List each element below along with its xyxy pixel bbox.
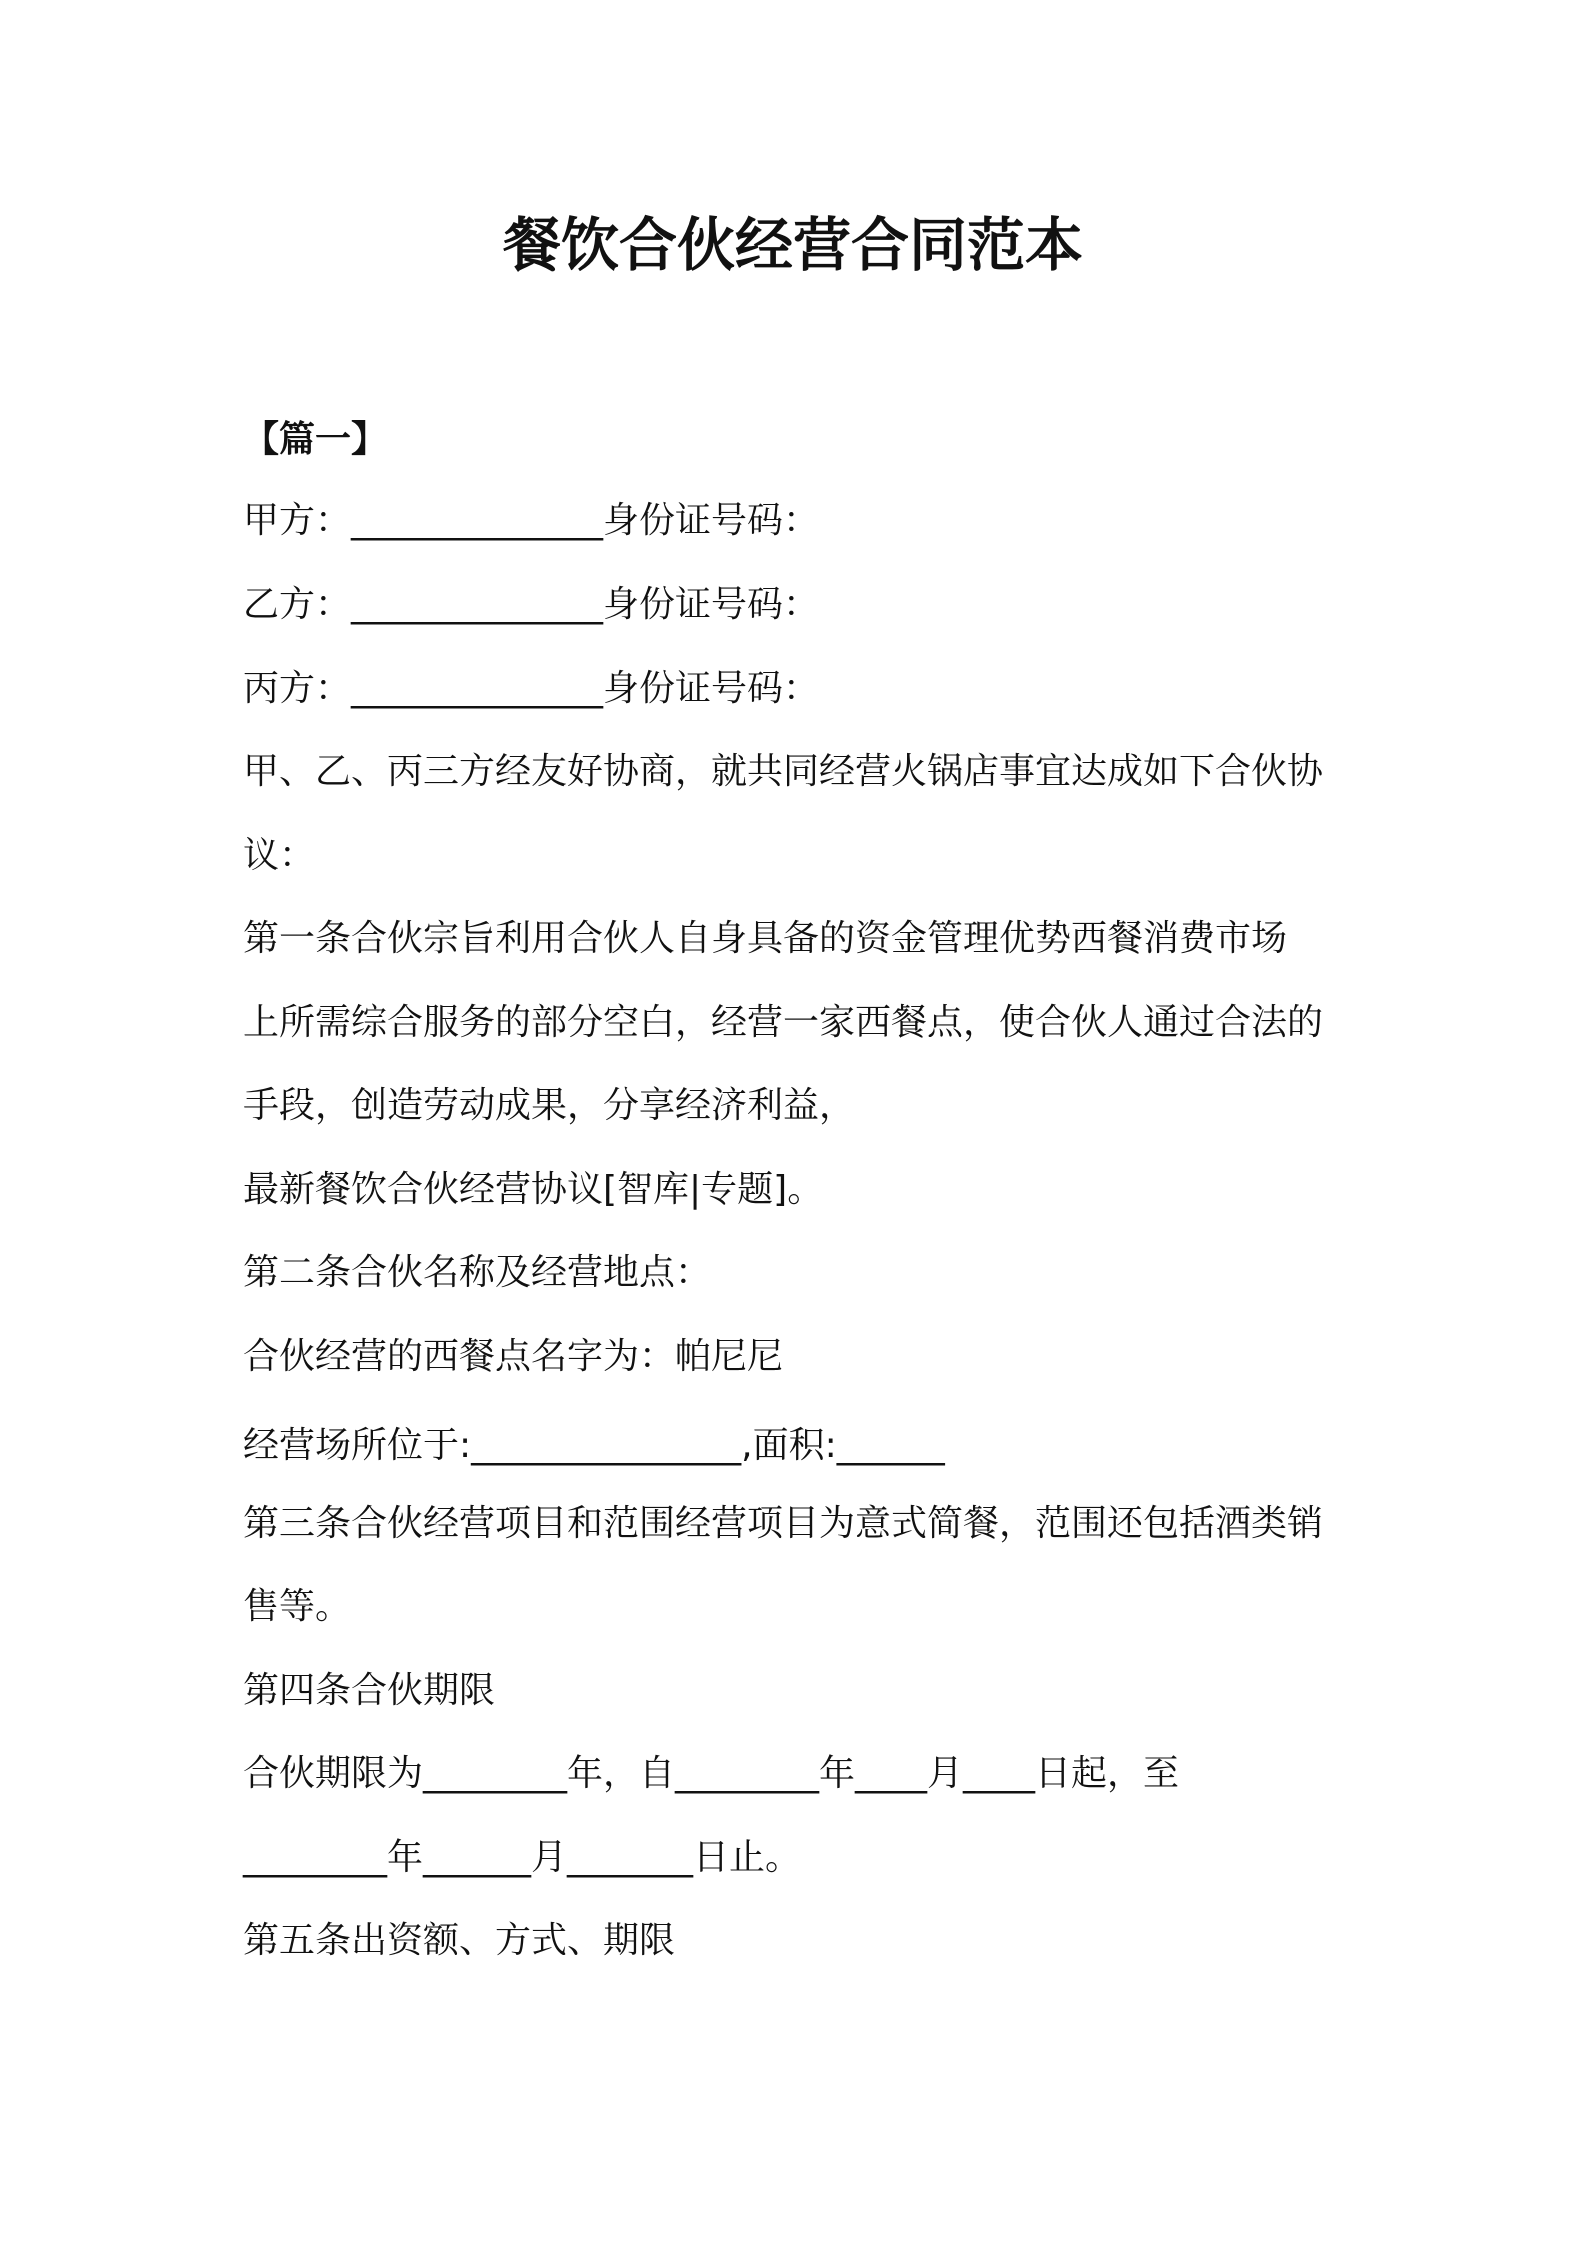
party-b-line: 乙方：______________身份证号码： — [243, 584, 820, 625]
party-c-line: 丙方：______________身份证号码： — [243, 668, 820, 709]
paragraph-line: 手段，创造劳动成果，分享经济利益， — [243, 1085, 856, 1126]
paragraph-line: 最新餐饮合伙经营协议[智库|专题]。 — [243, 1169, 824, 1210]
section-label: 【篇一】 — [243, 419, 388, 460]
paragraph-line: 合伙经营的西餐点名字为：帕尼尼 — [243, 1336, 784, 1377]
article-3-line: 第三条合伙经营项目和范围经营项目为意式简餐，范围还包括酒类销 — [243, 1503, 1324, 1544]
paragraph-line: ________年______月_______日止。 — [243, 1837, 802, 1878]
article-2-line: 第二条合伙名称及经营地点： — [243, 1252, 712, 1293]
paragraph-line: 合伙期限为________年，自________年____月____日起，至 — [243, 1753, 1180, 1794]
article-4-line: 第四条合伙期限 — [243, 1670, 496, 1711]
paragraph-line: 议： — [243, 835, 316, 876]
article-5-line: 第五条出资额、方式、期限 — [243, 1920, 676, 1961]
document-title: 餐饮合伙经营合同范本 — [502, 211, 1083, 279]
paragraph-line: 甲、乙、丙三方经友好协商，就共同经营火锅店事宜达成如下合伙协 — [243, 751, 1324, 792]
paragraph-line: 售等。 — [243, 1586, 352, 1627]
party-a-line: 甲方：______________身份证号码： — [243, 500, 820, 541]
article-1-line: 第一条合伙宗旨利用合伙人自身具备的资金管理优势西餐消费市场 — [243, 918, 1288, 959]
paragraph-line: 经营场所位于:_______________,面积:______ — [243, 1425, 945, 1466]
paragraph-line: 上所需综合服务的部分空白，经营一家西餐点，使合伙人通过合法的 — [243, 1002, 1324, 1043]
